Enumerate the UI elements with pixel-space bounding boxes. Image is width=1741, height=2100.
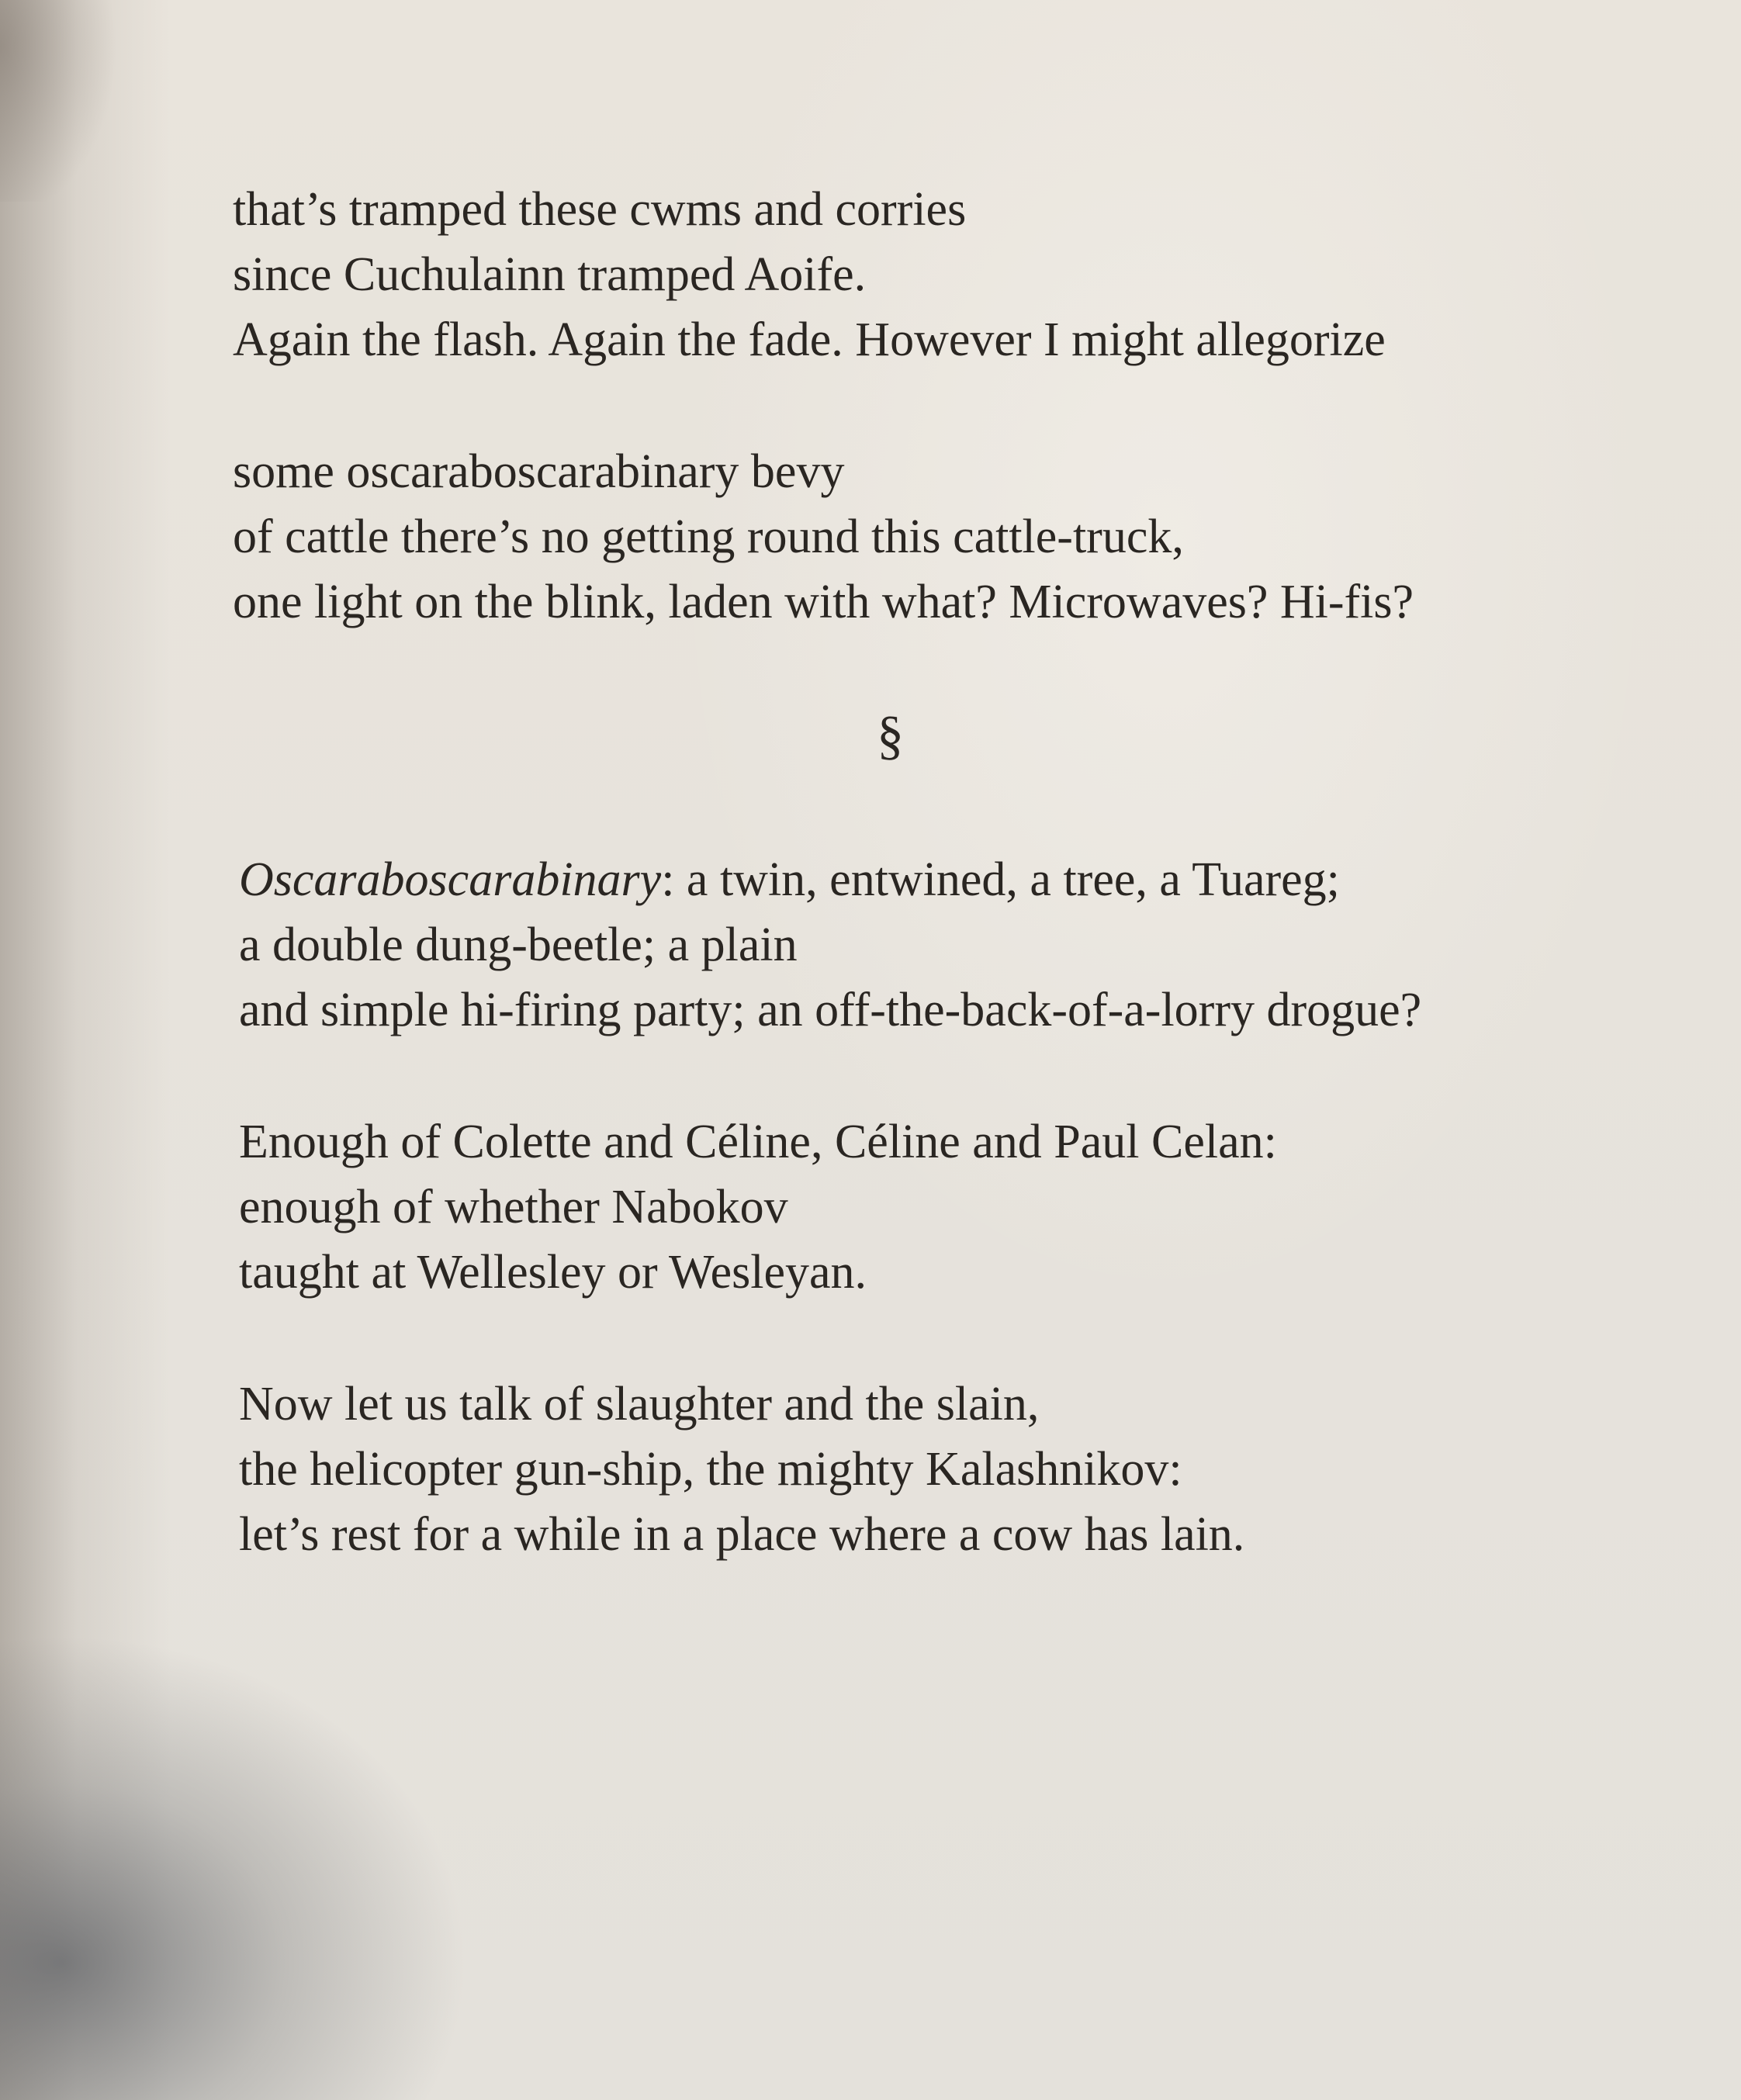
poem-line: enough of whether Nabokov <box>239 1181 788 1233</box>
poem-line: that’s tramped these cwms and corries <box>233 183 967 236</box>
stanza <box>233 177 1629 372</box>
poem-line: taught at Wellesley or Wesleyan. <box>239 1246 867 1299</box>
poem-line: Enough of Colette and Céline, Céline and Paul Celan: <box>239 1116 1277 1168</box>
poem-line: Now let us talk of slaughter and the slain, <box>239 1378 1040 1431</box>
poem-line: of cattle there’s no getting round this cattle-truck, <box>233 510 1184 563</box>
stanza <box>233 1109 1629 1305</box>
italic-word: Oscaraboscarabinary <box>239 853 662 906</box>
stanza <box>233 1372 1629 1567</box>
poem-line: and simple hi-firing party; an off-the-back-of-a-lorry drogue? <box>239 984 1422 1036</box>
stanza <box>233 847 1629 1043</box>
poem-line: the helicopter gun-ship, the mighty Kalashnikov: <box>239 1443 1182 1496</box>
line-remainder: : a twin, entwined, a tree, a Tuareg; <box>661 853 1340 906</box>
poem-line <box>239 847 1629 912</box>
section-mark: § <box>877 706 904 766</box>
poem-line: one light on the blink, laden with what? Microwaves? Hi-fis? <box>233 576 1414 628</box>
poem-line: some oscaraboscarabinary bevy <box>233 445 845 498</box>
stanza <box>233 439 1629 635</box>
poem-line: since Cuchulainn tramped Aoife. <box>233 248 867 301</box>
poem-line: let’s rest for a while in a place where a cow has lain. <box>239 1508 1245 1561</box>
poem-line: Again the flash. Again the fade. However I might allegorize <box>233 313 1386 366</box>
poem-line: a double dung-beetle; a plain <box>239 919 798 971</box>
hand-shadow <box>0 1590 543 2100</box>
poem-text <box>233 177 1629 1634</box>
